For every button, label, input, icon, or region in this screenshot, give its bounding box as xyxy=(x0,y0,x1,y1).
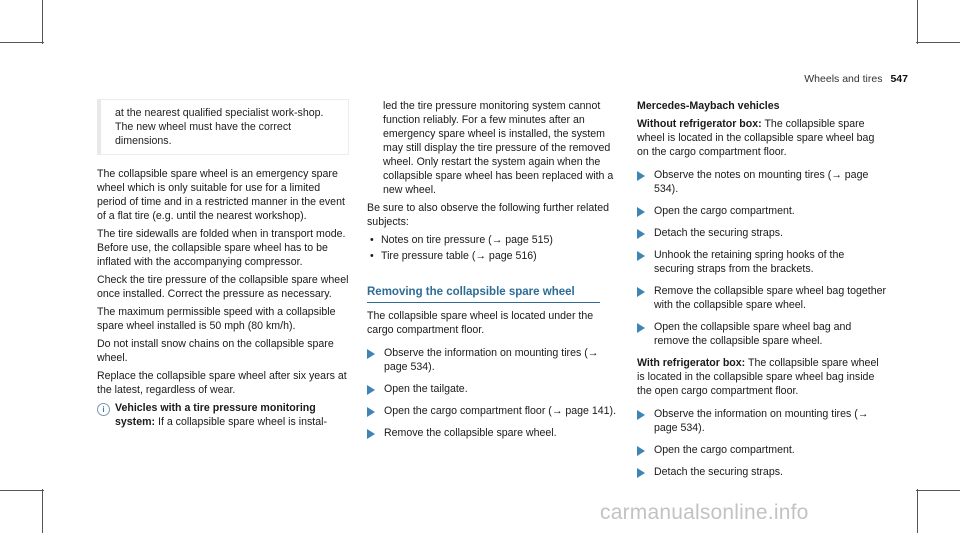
info-body: If a collapsible spare wheel is instal- xyxy=(158,416,327,428)
info-note xyxy=(97,401,349,429)
step-text: Observe the information on mounting tires (→ page 534). xyxy=(384,347,599,373)
paragraph: Be sure to also observe the following further related subjects: xyxy=(367,202,610,228)
paragraph xyxy=(637,356,887,398)
crop-mark xyxy=(917,0,918,44)
step-arrow-icon xyxy=(637,251,645,261)
step-text: Open the tailgate. xyxy=(384,383,468,395)
step-text: Unhook the retaining spring hooks of the securing straps from the brackets. xyxy=(654,249,845,275)
step xyxy=(637,168,887,196)
paragraph: The collapsible spare wheel is an emergency spare wheel which is only suitable for use for a limited period of time and in a restricted manner in the event of a flat tire (e.g. until the nearest workshop). xyxy=(97,168,345,222)
paragraph-bold: With refrigerator box: xyxy=(637,357,746,369)
step-text: Remove the collapsible spare wheel bag together with the collapsible spare wheel. xyxy=(654,285,887,311)
step-text: Remove the collapsible spare wheel. xyxy=(384,427,557,439)
step-text: Open the cargo compartment. xyxy=(654,444,795,456)
crop-mark xyxy=(916,490,960,491)
page-number: 547 xyxy=(890,73,908,85)
list-item: • Tire pressure table (→ page 516) xyxy=(367,249,622,263)
step xyxy=(637,248,887,276)
list-item: • Notes on tire pressure (→ page 515) xyxy=(367,233,622,247)
note-text: at the nearest qualified specialist work-shop. The new wheel must have the correct dimensions. xyxy=(115,107,324,147)
paragraph-body: The collapsible spare wheel is located in the collapsible spare wheel bag inside the open cargo compartment floor. xyxy=(637,357,879,397)
step-arrow-icon xyxy=(637,171,645,181)
crop-mark xyxy=(42,489,43,533)
step-text: Open the collapsible spare wheel bag and remove the collapsible spare wheel. xyxy=(654,321,852,347)
step-arrow-icon xyxy=(637,207,645,217)
step-arrow-icon xyxy=(637,410,645,420)
crop-mark xyxy=(42,0,43,44)
bullet-list xyxy=(367,233,622,263)
paragraph-bold: Without refrigerator box: xyxy=(637,118,762,130)
step-arrow-icon xyxy=(637,229,645,239)
step-arrow-icon xyxy=(637,323,645,333)
paragraph: The collapsible spare wheel is located under the cargo compartment floor. xyxy=(367,310,594,336)
step-arrow-icon xyxy=(637,446,645,456)
paragraph: Check the tire pressure of the collapsible spare wheel once installed. Correct the pressure as necessary. xyxy=(97,274,349,300)
page-header xyxy=(804,72,908,86)
step-arrow-icon xyxy=(637,287,645,297)
step xyxy=(637,204,887,218)
note-box xyxy=(97,99,349,155)
step xyxy=(367,346,622,374)
subsection-heading: Mercedes-Maybach vehicles xyxy=(637,100,780,112)
watermark: carmanualsonline.info xyxy=(600,501,809,524)
column-right xyxy=(637,99,887,487)
step-arrow-icon xyxy=(367,349,375,359)
paragraph: led the tire pressure monitoring system cannot function reliably. For a few minutes after an emergency spare wheel is installed, the system may still display the tire pressure of the removed wheel. Only restart the system again when the collapsible spare wheel has been replaced with a new wheel. xyxy=(383,100,614,196)
crop-mark xyxy=(0,42,44,43)
step xyxy=(637,443,887,457)
step-text: Observe the information on mounting tires (→ page 534). xyxy=(654,408,869,434)
info-icon: i xyxy=(97,403,110,416)
step-arrow-icon xyxy=(637,468,645,478)
step-text: Open the cargo compartment floor (→ page 141). xyxy=(384,405,617,417)
section-title: Removing the collapsible spare wheel xyxy=(367,285,600,303)
paragraph xyxy=(637,117,887,159)
crop-mark xyxy=(917,489,918,533)
step-arrow-icon xyxy=(367,385,375,395)
step-text: Detach the securing straps. xyxy=(654,227,783,239)
step xyxy=(367,404,622,418)
step-arrow-icon xyxy=(367,407,375,417)
step xyxy=(637,407,887,435)
column-left xyxy=(97,99,349,429)
column-middle xyxy=(367,99,622,448)
step-text: Open the cargo compartment. xyxy=(654,205,795,217)
paragraph-body: The collapsible spare wheel is located in the collapsible spare wheel bag on the cargo compartment floor. xyxy=(637,118,875,158)
paragraph: The tire sidewalls are folded when in transport mode. Before use, the collapsible spare wheel has to be inflated with the accompanying compressor. xyxy=(97,228,346,268)
header-title: Wheels and tires xyxy=(804,73,883,85)
crop-mark xyxy=(0,490,44,491)
info-text xyxy=(115,401,349,429)
step xyxy=(367,382,622,396)
step-arrow-icon xyxy=(367,429,375,439)
paragraph: The maximum permissible speed with a collapsible spare wheel installed is 50 mph (80 km/h). xyxy=(97,306,336,332)
step xyxy=(637,465,887,479)
step-text: Detach the securing straps. xyxy=(654,466,783,478)
step xyxy=(637,226,887,240)
info-bold: Vehicles with a tire pressure monitoring system: xyxy=(115,402,316,428)
paragraph: Do not install snow chains on the collapsible spare wheel. xyxy=(97,338,334,364)
step xyxy=(637,320,887,348)
step xyxy=(367,426,622,440)
step xyxy=(637,284,887,312)
step-text: Observe the notes on mounting tires (→ page 534). xyxy=(654,169,869,195)
crop-mark xyxy=(916,42,960,43)
paragraph: Replace the collapsible spare wheel after six years at the latest, regardless of wear. xyxy=(97,370,347,396)
